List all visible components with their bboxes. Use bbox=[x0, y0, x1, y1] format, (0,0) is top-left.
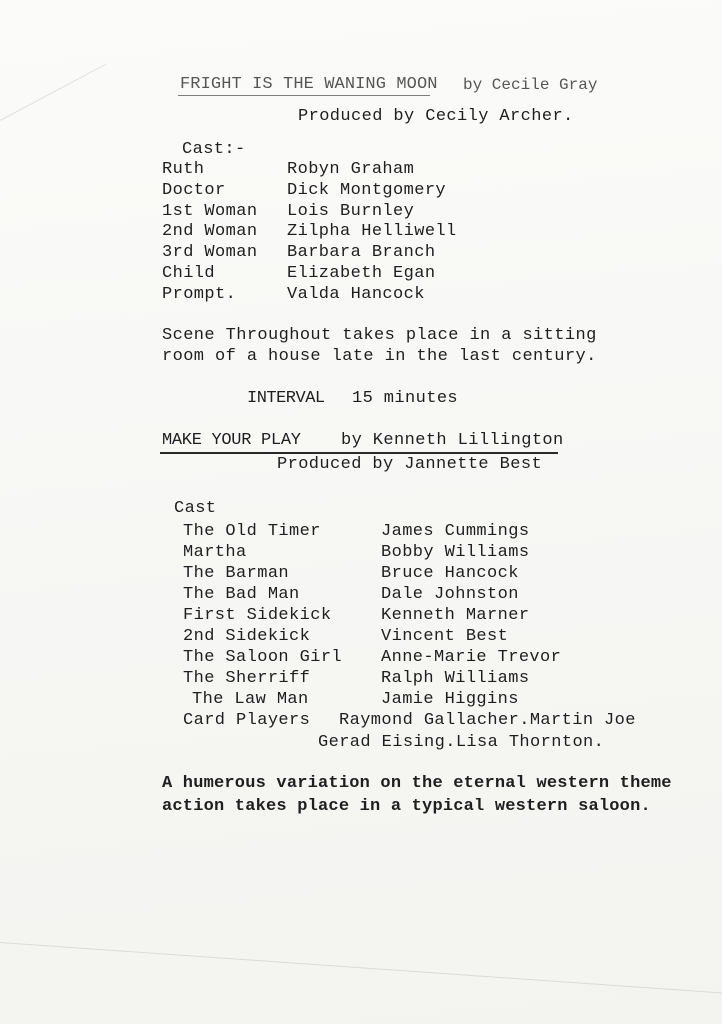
play1-role: 2nd Woman bbox=[162, 222, 258, 241]
play1-role: 3rd Woman bbox=[162, 243, 258, 262]
play1-actor: Valda Hancock bbox=[287, 285, 425, 304]
play1-actor: Zilpha Helliwell bbox=[287, 222, 457, 241]
play1-title-underline bbox=[178, 95, 430, 96]
play2-actor: Ralph Williams bbox=[381, 669, 530, 688]
play2-actor: Jamie Higgins bbox=[381, 690, 519, 709]
play2-cast-heading: Cast bbox=[174, 499, 217, 518]
play1-actor: Dick Montgomery bbox=[287, 181, 447, 200]
play2-role: The Bad Man bbox=[183, 585, 300, 604]
play2-actor: Kenneth Marner bbox=[381, 606, 530, 625]
play2-author: by Kenneth Lillington bbox=[341, 431, 564, 450]
play2-description-line1: A humerous variation on the eternal western theme bbox=[162, 774, 672, 793]
play1-cast-heading: Cast:- bbox=[182, 140, 246, 159]
play1-author: by Cecile Gray bbox=[463, 76, 598, 94]
play1-actor: Robyn Graham bbox=[287, 160, 415, 179]
play1-actor: Lois Burnley bbox=[287, 202, 415, 221]
play2-role: Card Players bbox=[183, 711, 311, 730]
play2-role: Martha bbox=[183, 543, 247, 562]
play2-actor: Raymond Gallacher.Martin Joe bbox=[339, 711, 636, 730]
paper-crease bbox=[0, 64, 106, 121]
play2-role: The Law Man bbox=[192, 690, 309, 709]
paper-crease bbox=[0, 942, 722, 995]
play2-actor: Bruce Hancock bbox=[381, 564, 519, 583]
play2-actor: Anne-Marie Trevor bbox=[381, 648, 562, 667]
play2-actor: Bobby Williams bbox=[381, 543, 530, 562]
play2-role: 2nd Sidekick bbox=[183, 627, 311, 646]
play2-actor: Vincent Best bbox=[381, 627, 509, 646]
play2-role: The Sherriff bbox=[183, 669, 311, 688]
play1-title: FRIGHT IS THE WANING MOON bbox=[180, 75, 438, 94]
play1-role: Child bbox=[162, 264, 216, 283]
play2-role: The Saloon Girl bbox=[183, 648, 343, 667]
play1-role: Doctor bbox=[162, 181, 226, 200]
play1-actor: Barbara Branch bbox=[287, 243, 436, 262]
play2-producer: Produced by Jannette Best bbox=[277, 455, 543, 474]
play2-role: First Sidekick bbox=[183, 606, 332, 625]
play1-actor: Elizabeth Egan bbox=[287, 264, 436, 283]
play1-role: Ruth bbox=[162, 160, 205, 179]
play1-role: Prompt. bbox=[162, 285, 237, 304]
play2-role: The Old Timer bbox=[183, 522, 321, 541]
play1-scene-line1: Scene Throughout takes place in a sitting bbox=[162, 326, 597, 345]
play2-title: MAKE YOUR PLAY bbox=[162, 431, 301, 450]
play2-title-underline bbox=[160, 452, 558, 454]
interval-label: INTERVAL bbox=[247, 389, 325, 408]
play2-description-line2: action takes place in a typical western saloon. bbox=[162, 797, 651, 816]
play1-producer: Produced by Cecily Archer. bbox=[298, 107, 574, 126]
play2-card-players-line2: Gerad Eising.Lisa Thornton. bbox=[318, 733, 605, 752]
interval-duration: 15 minutes bbox=[352, 389, 459, 408]
play2-actor: James Cummings bbox=[381, 522, 530, 541]
play1-role: 1st Woman bbox=[162, 202, 258, 221]
play2-actor: Dale Johnston bbox=[381, 585, 519, 604]
play2-role: The Barman bbox=[183, 564, 290, 583]
play1-scene-line2: room of a house late in the last century. bbox=[162, 347, 597, 366]
